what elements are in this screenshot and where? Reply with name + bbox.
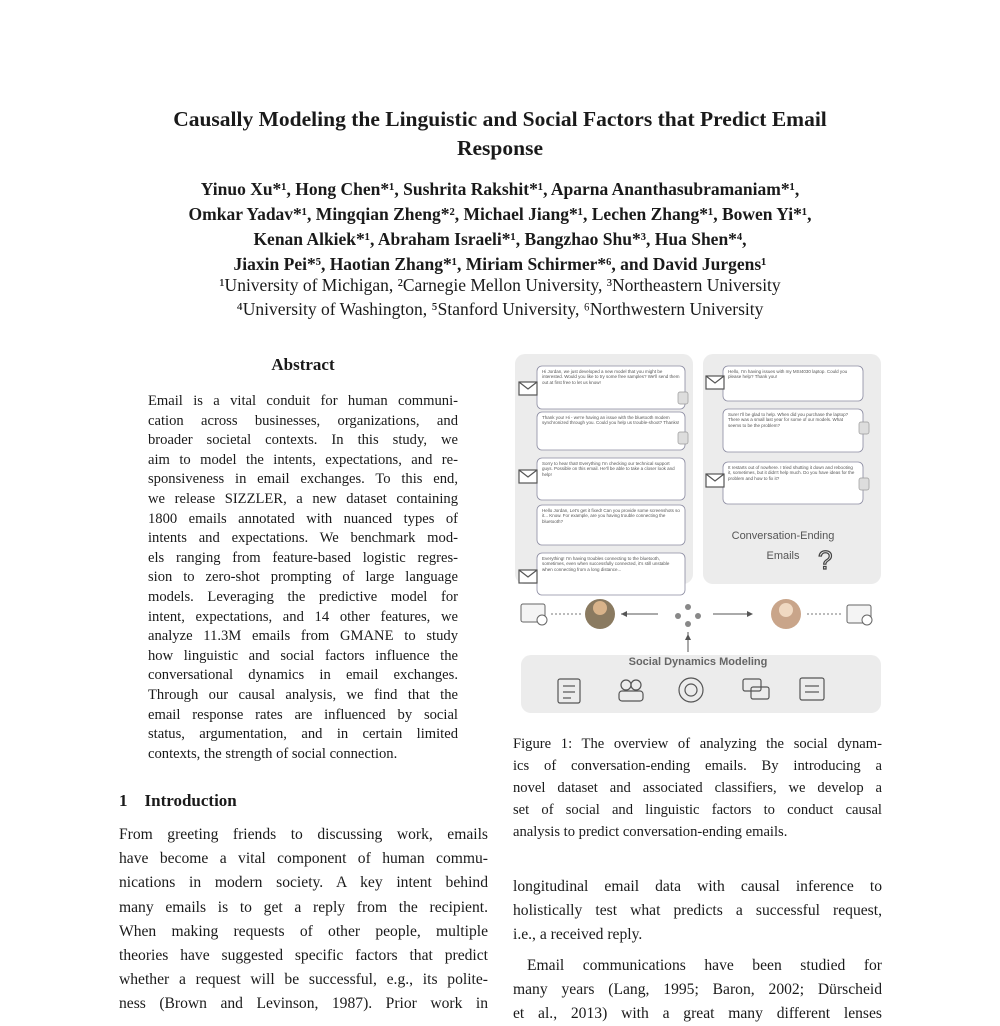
- intro-line: many emails is to get a reply from the recipient.: [119, 898, 488, 916]
- caption-line: Figure 1: The overview of analyzing the social dynam-: [513, 736, 882, 752]
- social-dynamics-label: Social Dynamics Modeling: [628, 656, 768, 668]
- abstract-line: status, argumentation, and in certain limited: [148, 726, 458, 743]
- caption-line: set of social and linguistic factors to conduct causal: [513, 802, 882, 819]
- question-mark-icon: ?: [818, 545, 833, 575]
- intro-line: When making requests of other people, multiple: [119, 922, 488, 940]
- email-text: Hello, I'm having issues with my MSI4030 laptop. Could you please help? Thank you!: [728, 369, 848, 380]
- abstract-body: [148, 392, 458, 764]
- caption-line: analysis to predict conversation-ending emails.: [513, 824, 788, 841]
- abstract-line: intent, expectations, and 14 other features, we: [148, 608, 458, 625]
- abstract-line: models. Leveraging the predictive model for: [148, 588, 458, 605]
- affiliation-line: ¹University of Michigan, ²Carnegie Mellon University, ³Northeastern University: [219, 275, 781, 295]
- title-line-2: Response: [456, 136, 543, 160]
- abstract-line: email response rates are influenced by social: [148, 706, 458, 723]
- email-text: It restarts out of nowhere. I tried shutting it down and rebooting it, sometimes, but it didn't help much. Do you have ideas for the problem and how to fix it?: [728, 465, 855, 481]
- avatar-face: [593, 601, 607, 615]
- intro-line: nications in modern society. A key intent behind: [119, 874, 488, 892]
- body-line: many years (Lang, 1995; Baron, 2002; Dürscheid: [513, 980, 882, 998]
- abstract-line: contexts, the strength of social connection.: [148, 745, 398, 762]
- figure-1: [513, 352, 883, 718]
- email-text: Sorry to hear that! Everything I'm checking our technical support guys. Possible on this email. He'll be able to take a closer look and help!: [542, 461, 675, 477]
- caption-line: novel dataset and associated classifiers, we develop a: [513, 780, 882, 797]
- figure-caption: [513, 733, 882, 843]
- author-line: Jiaxin Pei*⁵, Haotian Zhang*¹, Miriam Schirmer*⁶, and David Jurgens¹: [233, 254, 767, 274]
- body-line: i.e., a received reply.: [513, 926, 643, 944]
- abstract-heading: Abstract: [271, 355, 335, 374]
- body-line: longitudinal email data with causal inference to: [513, 878, 882, 895]
- abstract-line: Email is a vital conduit for human communi-: [148, 393, 458, 409]
- intro-line: From greeting friends to discussing work, emails: [119, 826, 488, 843]
- intro-line: theories have suggested specific factors that predict: [119, 947, 488, 965]
- body-line: et al., 2013) with a great many different lenses: [513, 1005, 882, 1023]
- avatar-face: [779, 603, 793, 617]
- section-heading-introduction: [119, 791, 237, 811]
- abstract-line: cation across businesses, organizations, and: [148, 412, 458, 429]
- affiliations: [100, 273, 900, 321]
- abstract-line: conversational dynamics in email exchanges.: [148, 667, 458, 684]
- intro-line: ness (Brown and Levinson, 1987). Prior work in: [119, 995, 488, 1013]
- caption-line: ics of conversation-ending emails. By introducing a: [513, 758, 882, 775]
- email-text: Hi Jordan, we just developed a new model that you might be interested. Would you like to try some free samples? We'll send them out at first free to let us know!: [542, 369, 680, 385]
- abstract-line: sion to zero-shot prompting of large language: [148, 569, 458, 586]
- email-text: Sure! I'll be glad to help. When did you purchase the laptop? There was a small last year for some of our models. What seems to be the problem?: [728, 412, 849, 428]
- right-column-body: [513, 875, 882, 1026]
- intro-line: whether a request will be successful, e.g., its polite-: [119, 971, 488, 989]
- author-line: Yinuo Xu*¹, Hong Chen*¹, Sushrita Rakshit*¹, Aparna Ananthasubramaniam*¹,: [200, 179, 800, 199]
- author-line: Kenan Alkiek*¹, Abraham Israeli*¹, Bangzhao Shu*³, Hua Shen*⁴,: [253, 229, 747, 249]
- email-text: Hello Jordan, Let's get it fixed! Can you provide some screenshots so it... Know. For example, are you having trouble connecting the bluetooth?: [542, 508, 680, 524]
- right-email-cards: [723, 366, 863, 504]
- abstract-line: els ranging from feature-based logistic regres-: [148, 549, 458, 566]
- affiliation-line: ⁴University of Washington, ⁵Stanford University, ⁶Northwestern University: [236, 299, 764, 319]
- label-line: Emails: [766, 550, 800, 562]
- title-line-1: Causally Modeling the Linguistic and Social Factors that Predict Email: [173, 107, 827, 131]
- introduction-body: [119, 823, 488, 1017]
- conversation-ending-label: [713, 530, 853, 562]
- gear-icon: [862, 615, 872, 625]
- abstract-line: intents and expectations. We benchmark mod-: [148, 530, 458, 547]
- abstract-line: aim to model the intents, expectations, and re-: [148, 451, 458, 468]
- abstract-line: 1800 emails annotated with nuanced types of: [148, 510, 458, 527]
- gear-icon: [537, 615, 547, 625]
- author-list: [100, 177, 900, 277]
- abstract-line: we release SIZZLER, a new dataset containing: [148, 490, 458, 507]
- section-number: 1: [119, 791, 128, 810]
- email-text: Thank you! Hi - we're having an issue with the bluetooth modem synchronized through you. Could you help us trouble-shoot? Thanks!: [542, 415, 680, 426]
- label-line: Conversation-Ending: [731, 530, 835, 542]
- body-line: Email communications have been studied for: [527, 956, 882, 974]
- abstract-line: how linguistic and social factors influence the: [148, 647, 458, 664]
- paper-title: [100, 105, 900, 163]
- abstract-line: sponsiveness in email exchanges. To this end,: [148, 471, 458, 488]
- abstract-line: analyze 11.3M emails from GMANE to study: [148, 628, 458, 645]
- author-line: Omkar Yadav*¹, Mingqian Zheng*², Michael Jiang*¹, Lechen Zhang*¹, Bowen Yi*¹,: [188, 204, 812, 224]
- network-icon: [675, 604, 701, 627]
- abstract-line: broader societal contexts. In this study, we: [148, 432, 458, 449]
- body-line: holistically test what predicts a successful request,: [513, 902, 882, 920]
- section-title: Introduction: [144, 791, 237, 810]
- intro-line: have become a vital component of human commu-: [119, 850, 488, 868]
- abstract-line: Through our causal analysis, we find that the: [148, 686, 458, 703]
- email-text: Everything! I'm having troubles connecting to the bluetooth, sometimes, even when successfully connected, it's still unstable when connecting from a long distance...: [542, 556, 670, 572]
